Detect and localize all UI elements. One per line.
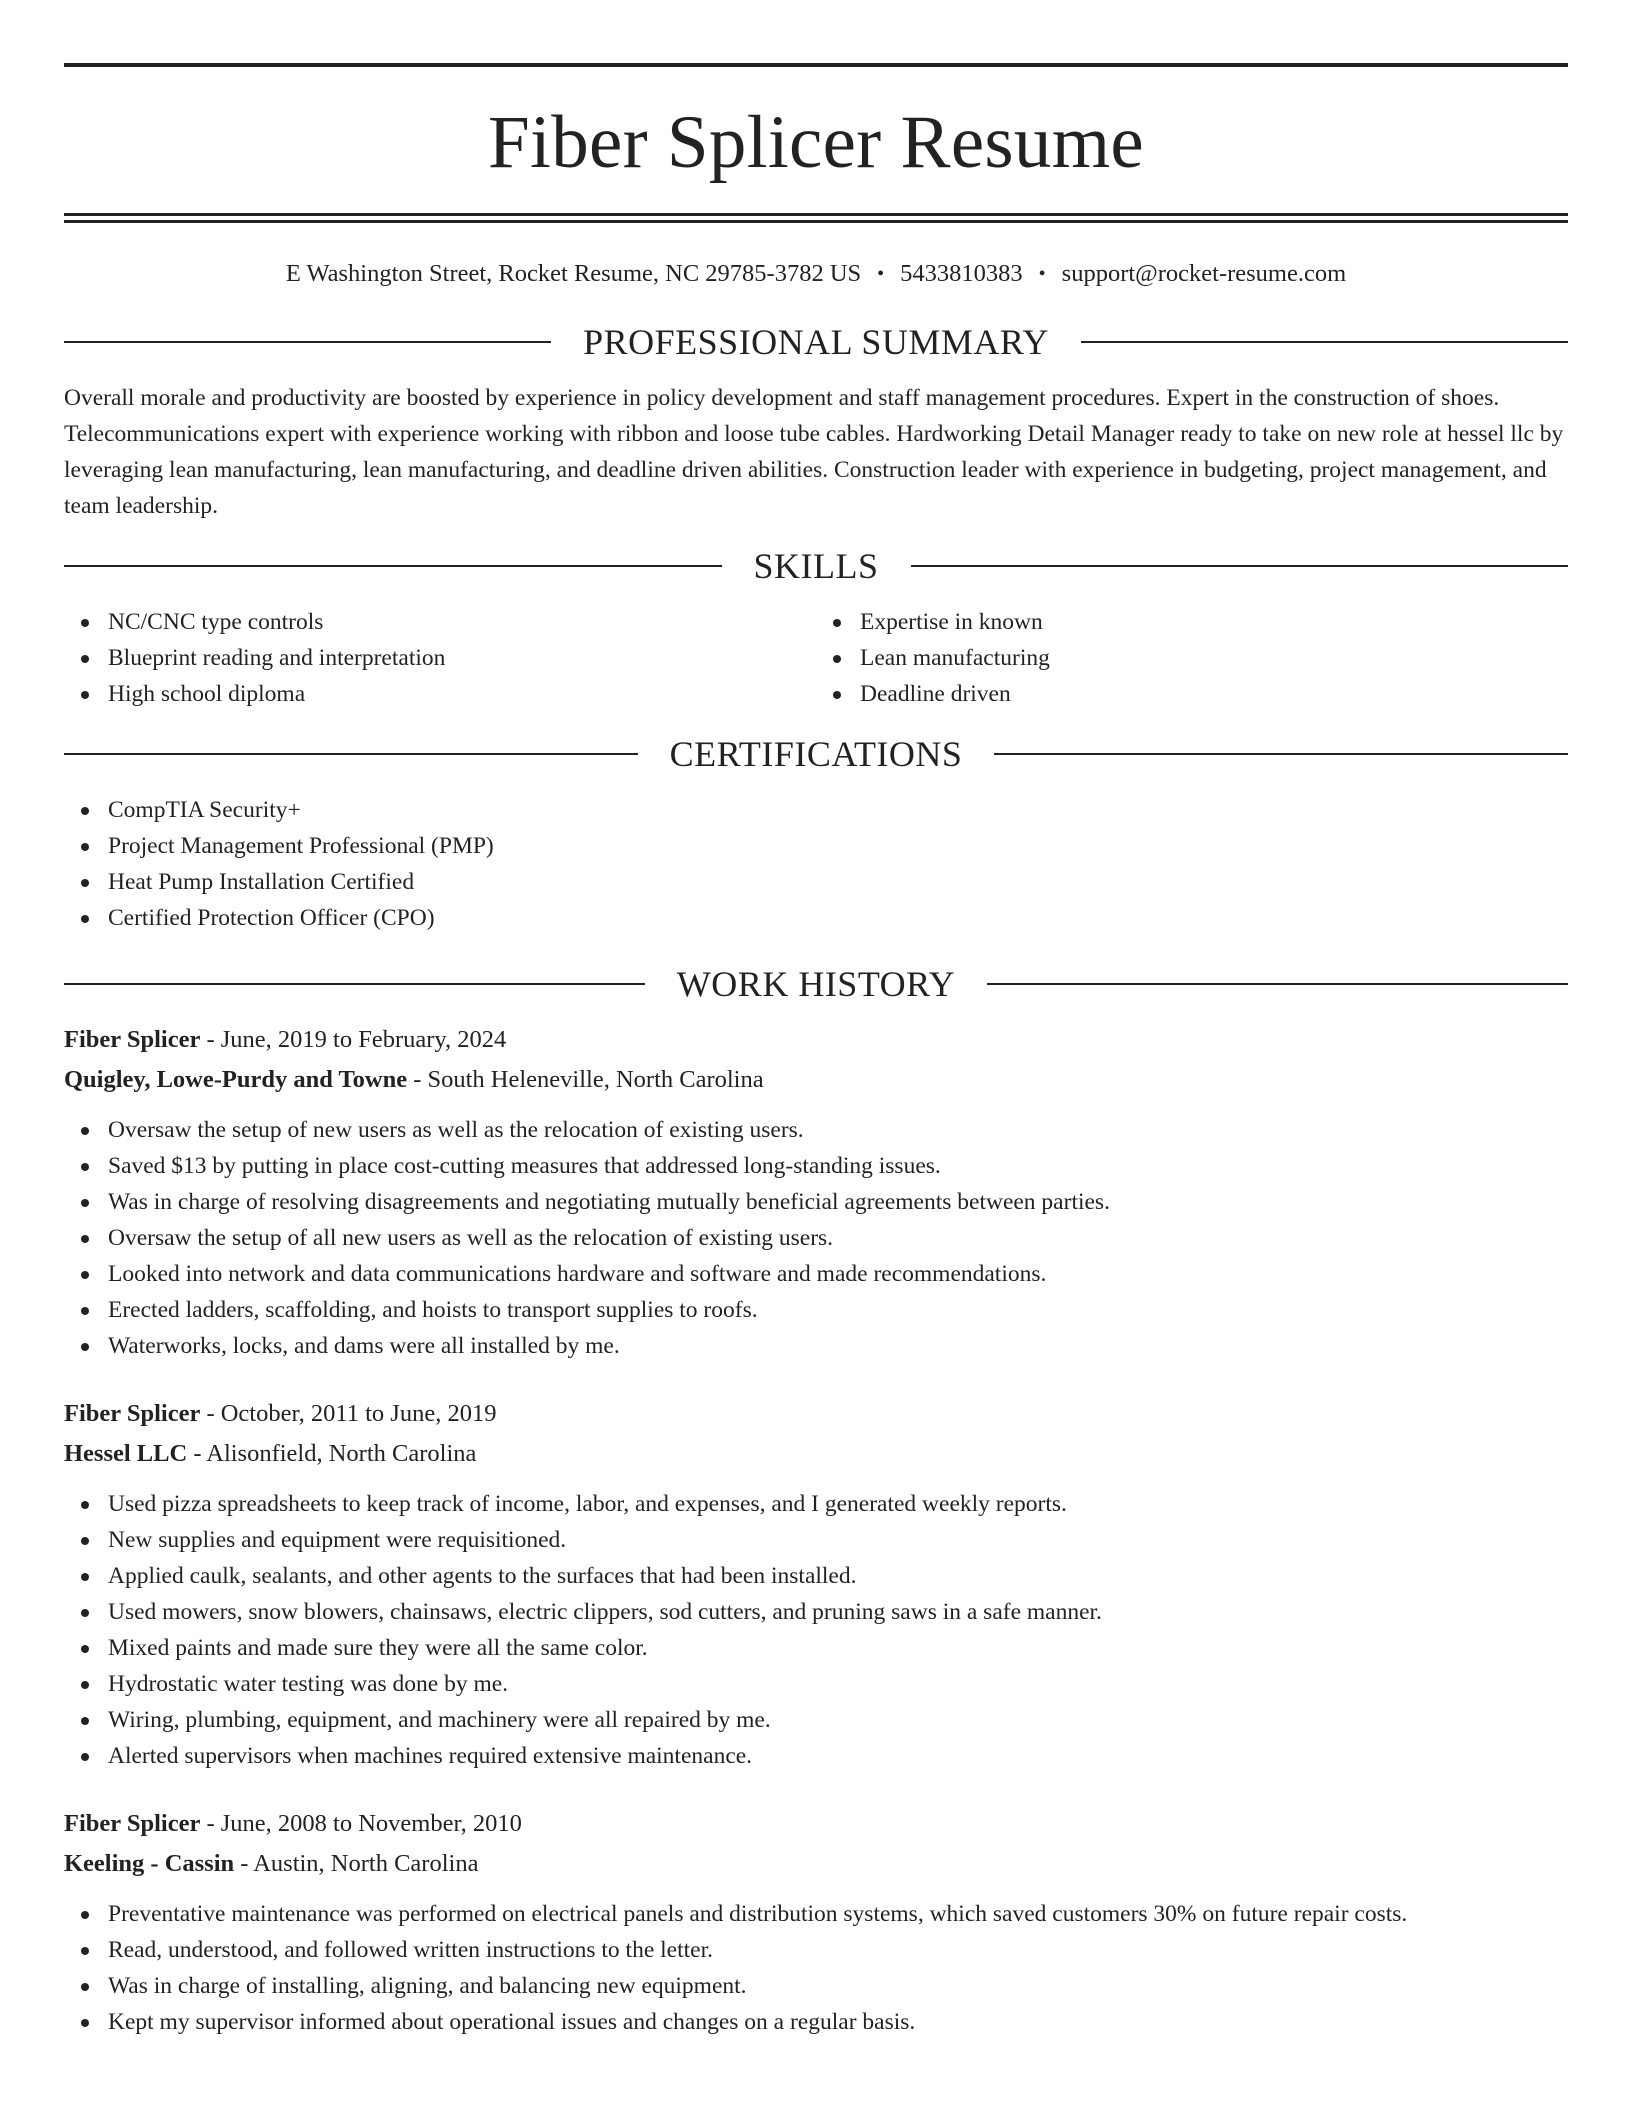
summary-section-header [64, 321, 1568, 362]
job-company-line [64, 1060, 1568, 1100]
job-duty: Read, understood, and followed written instructions to the letter. [64, 1932, 1568, 1968]
job-entry [64, 1804, 1568, 2040]
work-history-section-header [64, 963, 1568, 1004]
divider-line [987, 983, 1568, 985]
certification-item: Heat Pump Installation Certified [64, 864, 1568, 900]
contact-address: E Washington Street, Rocket Resume, NC 29785-3782 US [285, 260, 862, 287]
divider-line [1081, 341, 1568, 343]
job-duty: Hydrostatic water testing was done by me. [64, 1666, 1568, 1702]
job-duty: Kept my supervisor informed about operational issues and changes on a regular basis. [64, 2004, 1568, 2040]
divider-line [64, 753, 638, 755]
job-title: Fiber Splicer [64, 1399, 201, 1427]
certifications-list [64, 792, 1568, 936]
certification-item: CompTIA Security+ [64, 792, 1568, 828]
job-dates: - June, 2019 to February, 2024 [200, 1025, 507, 1053]
job-duty: Used mowers, snow blowers, chainsaws, electric clippers, sod cutters, and pruning saws in a safe manner. [64, 1594, 1568, 1630]
job-entry [64, 1394, 1568, 1774]
job-company: Quigley, Lowe-Purdy and Towne [64, 1065, 408, 1093]
contact-separator: • [877, 263, 885, 286]
divider-line [64, 983, 645, 985]
job-duty: Saved $13 by putting in place cost-cutting measures that addressed long-standing issues. [64, 1148, 1568, 1184]
work-history-heading: WORK HISTORY [676, 963, 956, 1004]
divider-line [64, 341, 551, 343]
skills-heading: SKILLS [753, 545, 879, 586]
skills-list [64, 604, 1568, 712]
job-company-line [64, 1434, 1568, 1474]
skill-item: Expertise in known [816, 604, 1568, 640]
top-rule [64, 63, 1568, 67]
job-duty: Erected ladders, scaffolding, and hoists to transport supplies to roofs. [64, 1292, 1568, 1328]
job-duty: New supplies and equipment were requisitioned. [64, 1522, 1568, 1558]
job-company-line [64, 1844, 1568, 1884]
job-duty: Mixed paints and made sure they were all the same color. [64, 1630, 1568, 1666]
job-duty: Looked into network and data communications hardware and software and made recommendations. [64, 1256, 1568, 1292]
skill-item: Blueprint reading and interpretation [64, 640, 816, 676]
summary-text: Overall morale and productivity are boosted by experience in policy development and staff management procedures. Expert in the construction of shoes. Telecommunications expert with experience working with ribbon and loose tube cables. Hardworking Detail Manager ready to take on new role at hessel llc by leveraging lean manufacturing, lean manufacturing, and deadline driven abilities. Construction leader with experience in budgeting, project management, and team leadership. [64, 384, 1564, 519]
job-title-line [64, 1394, 1568, 1434]
job-dates: - June, 2008 to November, 2010 [200, 1809, 522, 1837]
contact-separator: • [1038, 263, 1046, 286]
job-location: - South Heleneville, North Carolina [407, 1065, 764, 1093]
job-company: Hessel LLC [64, 1439, 188, 1467]
job-duty: Oversaw the setup of all new users as well as the relocation of existing users. [64, 1220, 1568, 1256]
job-title: Fiber Splicer [64, 1809, 201, 1837]
divider-line [994, 753, 1568, 755]
job-title-line [64, 1804, 1568, 1844]
summary-heading: PROFESSIONAL SUMMARY [583, 321, 1049, 362]
job-title-line [64, 1020, 1568, 1060]
job-duty: Waterworks, locks, and dams were all installed by me. [64, 1328, 1568, 1364]
job-duty: Wiring, plumbing, equipment, and machinery were all repaired by me. [64, 1702, 1568, 1738]
title-double-rule [64, 213, 1568, 223]
contact-email: support@rocket-resume.com [1061, 260, 1347, 287]
job-duty: Oversaw the setup of new users as well as the relocation of existing users. [64, 1112, 1568, 1148]
skill-item: Lean manufacturing [816, 640, 1568, 676]
divider-line [911, 565, 1569, 567]
job-location: - Austin, North Carolina [234, 1849, 479, 1877]
job-duties-list [64, 1896, 1568, 2040]
job-duty: Preventative maintenance was performed on electrical panels and distribution systems, which saved customers 30% on future repair costs. [64, 1896, 1568, 1932]
job-duties-list [64, 1486, 1568, 1774]
job-entry [64, 1020, 1568, 1364]
job-duties-list [64, 1112, 1568, 1364]
job-duty: Was in charge of resolving disagreements and negotiating mutually beneficial agreements between parties. [64, 1184, 1568, 1220]
skills-column-left [64, 604, 816, 712]
certification-item: Certified Protection Officer (CPO) [64, 900, 1568, 936]
job-dates: - October, 2011 to June, 2019 [200, 1399, 497, 1427]
job-title: Fiber Splicer [64, 1025, 201, 1053]
skill-item: NC/CNC type controls [64, 604, 816, 640]
skills-column-right [816, 604, 1568, 712]
job-company: Keeling - Cassin [64, 1849, 235, 1877]
contact-line [64, 262, 1568, 287]
certifications-heading: CERTIFICATIONS [669, 733, 963, 774]
resume-content [64, 0, 1568, 2040]
job-location: - Alisonfield, North Carolina [187, 1439, 477, 1467]
certification-item: Project Management Professional (PMP) [64, 828, 1568, 864]
certifications-section-header [64, 733, 1568, 774]
resume-title: Fiber Splicer Resume [488, 101, 1144, 184]
skills-section-header [64, 545, 1568, 586]
contact-phone: 5433810383 [900, 260, 1023, 287]
job-duty: Applied caulk, sealants, and other agents to the surfaces that had been installed. [64, 1558, 1568, 1594]
skill-item: Deadline driven [816, 676, 1568, 712]
skill-item: High school diploma [64, 676, 816, 712]
job-duty: Alerted supervisors when machines required extensive maintenance. [64, 1738, 1568, 1774]
divider-line [64, 565, 722, 567]
job-duty: Used pizza spreadsheets to keep track of income, labor, and expenses, and I generated weekly reports. [64, 1486, 1568, 1522]
job-duty: Was in charge of installing, aligning, and balancing new equipment. [64, 1968, 1568, 2004]
